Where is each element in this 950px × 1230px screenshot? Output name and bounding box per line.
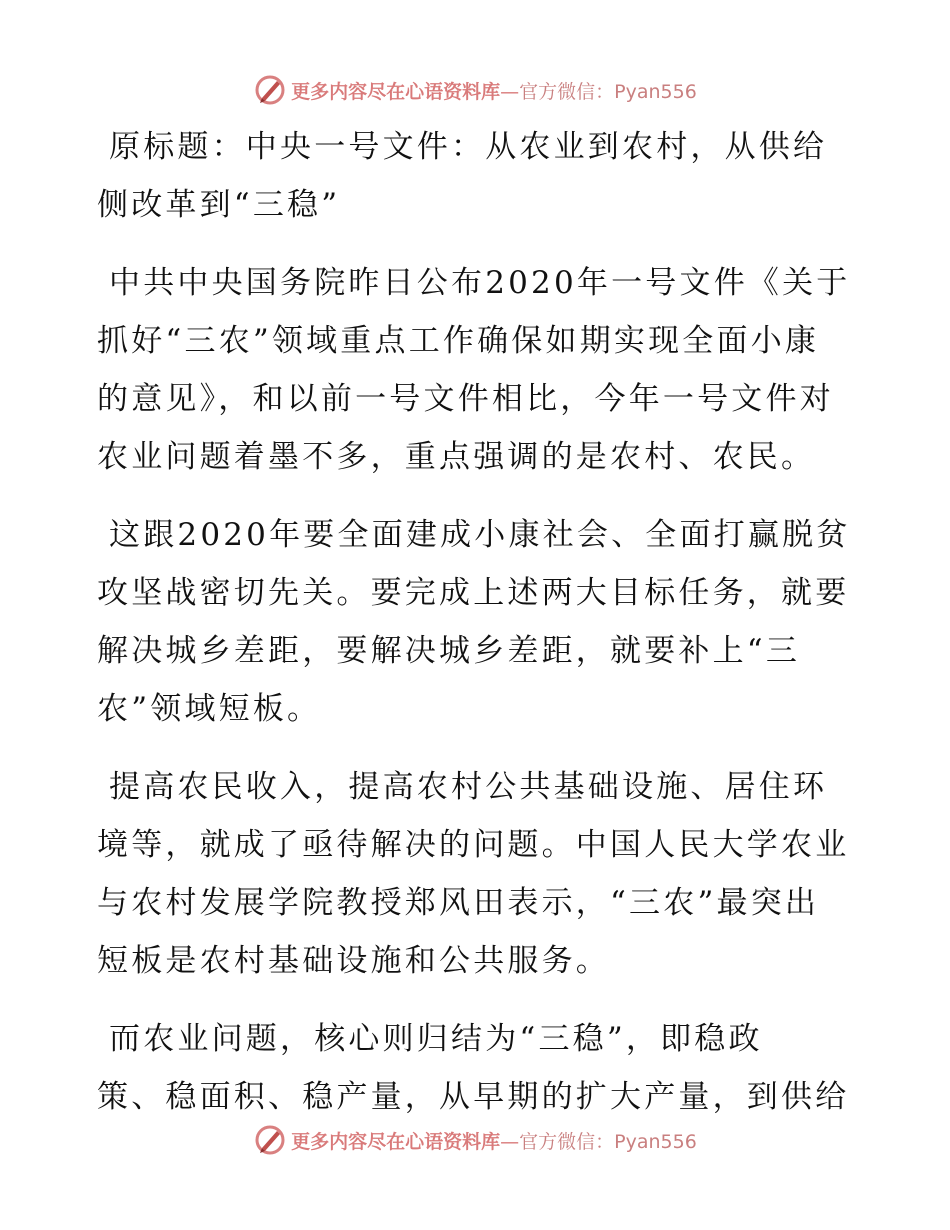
paragraph (97, 254, 857, 486)
text-line: 提高农民收入，提高农村公共基础设施、居住环 (109, 769, 828, 805)
paragraph (97, 758, 857, 990)
watermark-text: 更多内容尽在心语资料库—官方微信：Pyan556 (291, 1130, 697, 1153)
article-body (97, 118, 857, 1146)
text-line: 而农业问题，核心则归结为“三稳”，即稳政 (109, 1021, 763, 1057)
text-line: 抓好“三农”领域重点工作确保如期实现全面小康 (97, 323, 820, 359)
text-line: 这跟2020年要全面建成小康社会、全面打赢脱贫 (109, 517, 851, 553)
watermark-text: 更多内容尽在心语资料库—官方微信：Pyan556 (291, 80, 697, 103)
paragraph (97, 1010, 857, 1126)
pen-logo-icon (253, 1123, 287, 1157)
paragraph (97, 506, 857, 738)
text-line: 原标题：中央一号文件：从农业到农村，从供给 (109, 129, 828, 165)
header-watermark (0, 70, 950, 110)
text-line: 农”领域短板。 (97, 691, 322, 727)
text-line: 攻坚战密切先关。要完成上述两大目标任务，就要 (97, 575, 850, 611)
footer-watermark (0, 1120, 950, 1160)
text-line: 解决城乡差距，要解决城乡差距，就要补上“三 (97, 633, 801, 669)
text-line: 短板是农村基础设施和公共服务。 (97, 943, 610, 979)
text-line: 与农村发展学院教授郑风田表示，“三农”最突出 (97, 885, 820, 921)
text-line: 侧改革到“三稳” (97, 187, 341, 223)
pen-logo-icon (253, 73, 287, 107)
text-line: 的意见》，和以前一号文件相比，今年一号文件对 (97, 381, 834, 417)
text-line: 境等，就成了亟待解决的问题。中国人民大学农业 (97, 827, 850, 863)
paragraph-title (97, 118, 857, 234)
text-line: 策、稳面积、稳产量，从早期的扩大产量，到供给 (97, 1079, 850, 1115)
text-line: 中共中央国务院昨日公布2020年一号文件《关于 (109, 265, 851, 301)
text-line: 农业问题着墨不多，重点强调的是农村、农民。 (97, 439, 816, 475)
